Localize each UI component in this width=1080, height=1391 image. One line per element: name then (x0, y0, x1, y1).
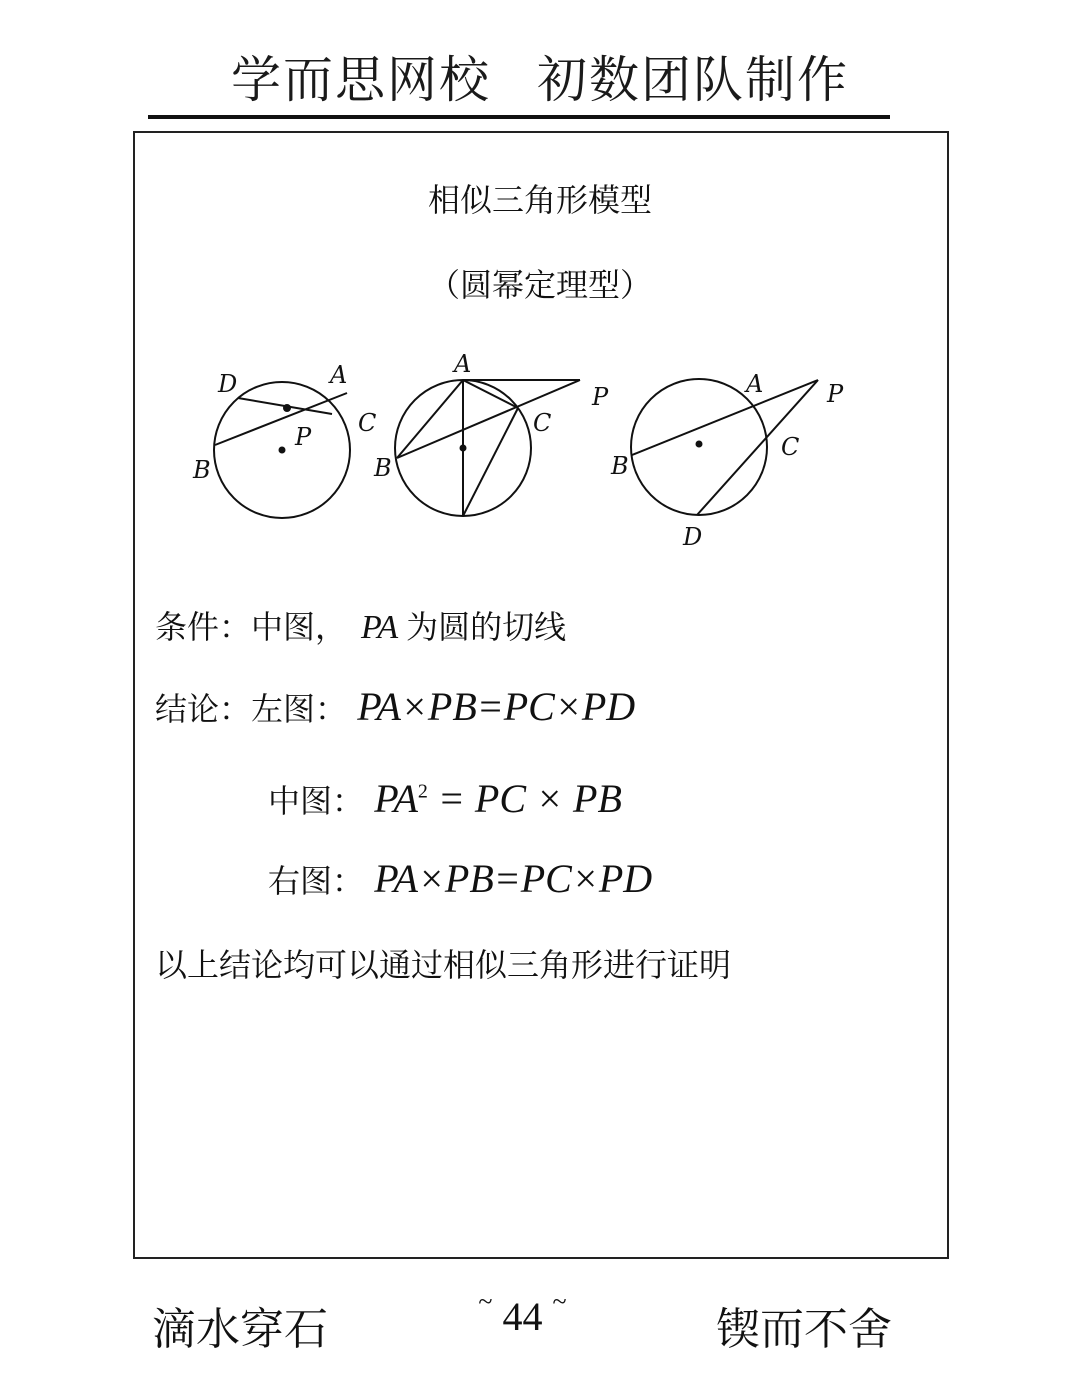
middle-center-point (460, 445, 467, 452)
footer-right-text: 锲而不舍 (716, 1304, 892, 1355)
condition-label: 条件：中图， (155, 608, 348, 646)
right-label-c: C (781, 433, 800, 461)
left-center-point (279, 447, 286, 454)
figure-middle (395, 380, 580, 516)
conclusion-middle-exponent: 2 (417, 780, 428, 803)
conclusion-middle-line (268, 775, 622, 822)
left-label-c: C (358, 409, 377, 437)
conclusion-right-label: 右图： (268, 862, 365, 900)
geometry-figures (0, 0, 1080, 600)
final-note: 以上结论均可以通过相似三角形进行证明 (155, 946, 732, 984)
middle-label-c: C (533, 409, 552, 437)
middle-label-b: B (374, 454, 392, 482)
right-label-d: D (683, 523, 703, 551)
middle-chord-ac (463, 380, 518, 408)
conclusion-left-formula: PA×PB=PC×PD (357, 684, 636, 729)
condition-math: PA (361, 609, 399, 646)
condition-line (155, 602, 566, 648)
conclusion-middle-rest: = PC × PB (427, 776, 622, 821)
footer-left-text: 滴水穿石 (152, 1304, 328, 1355)
page-number-tilde-left: ~ (478, 1287, 493, 1316)
conclusion-left-line (155, 683, 635, 730)
condition-text: 为圆的切线 (406, 608, 567, 646)
page-number-tilde-right: ~ (552, 1287, 567, 1316)
left-label-d: D (218, 370, 238, 398)
conclusion-middle-label: 中图： (268, 782, 365, 820)
right-secant-pcd (697, 380, 818, 515)
middle-chord-ab (397, 380, 463, 458)
right-center-point (696, 441, 703, 448)
conclusion-right-formula: PA×PB=PC×PD (374, 856, 653, 901)
middle-label-a: A (454, 350, 472, 378)
middle-label-p: P (592, 383, 609, 411)
left-label-a: A (330, 361, 348, 389)
right-label-a: A (746, 370, 764, 398)
middle-chord-c-bottom (463, 408, 518, 516)
left-label-b: B (193, 456, 211, 484)
right-label-p: P (827, 380, 844, 408)
conclusion-right-line (268, 855, 652, 902)
page-number-value: 44 (502, 1294, 543, 1339)
page-subtitle: （圆幂定理型） (427, 266, 652, 304)
conclusion-middle-formula (374, 776, 622, 821)
conclusion-left-label: 结论：左图： (155, 690, 348, 728)
right-label-b: B (611, 452, 629, 480)
page-title: 相似三角形模型 (427, 181, 652, 219)
left-intersection-point (283, 404, 291, 412)
page-number (455, 1287, 590, 1340)
header-left-text: 学而思网校 (231, 51, 491, 109)
conclusion-middle-base: PA (374, 776, 418, 821)
left-label-p: P (295, 423, 312, 451)
header-right-text: 初数团队制作 (537, 51, 849, 109)
